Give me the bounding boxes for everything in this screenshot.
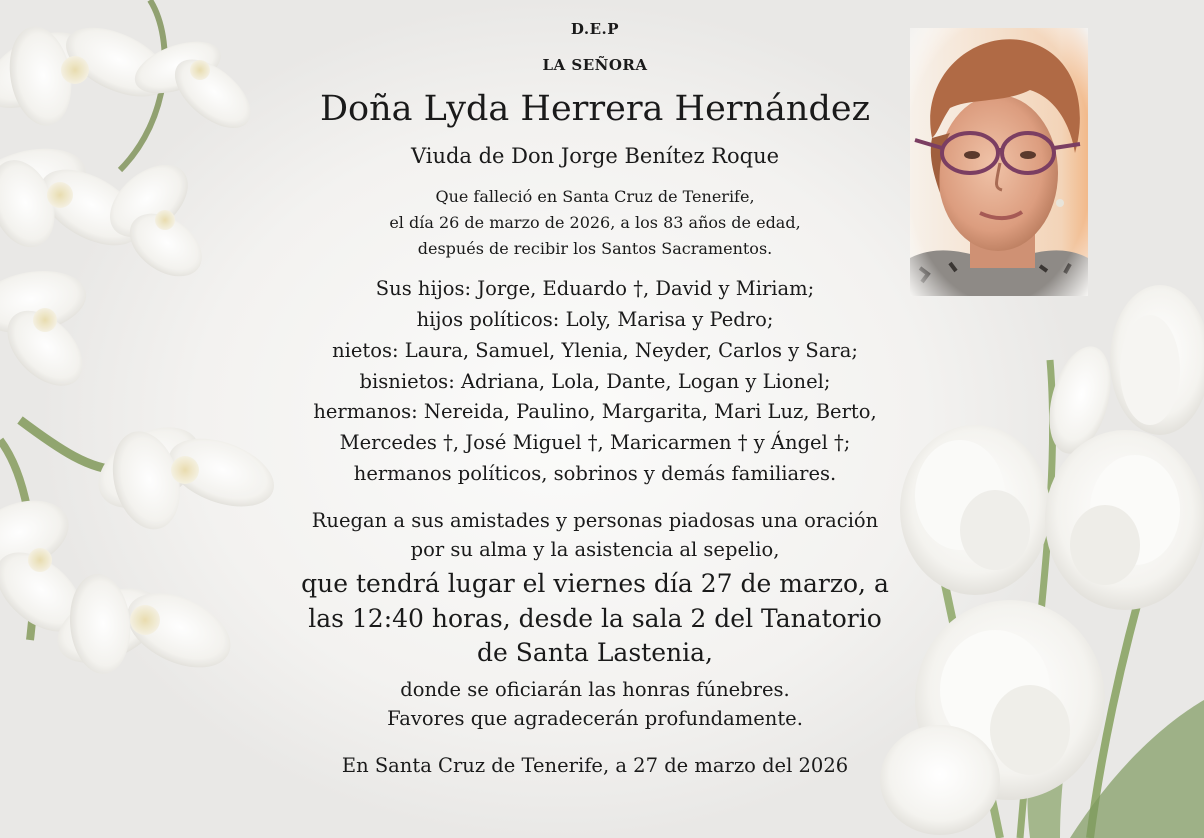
place-date-footer: En Santa Cruz de Tenerife, a 27 de marzo del 2026 <box>341 754 849 778</box>
title-label: LA SEÑORA <box>542 56 648 74</box>
funeral-line: las 12:40 horas, desde la sala 2 del Tanatorio <box>308 603 882 633</box>
request-text <box>300 506 890 565</box>
obituary-text <box>300 18 890 777</box>
family-line: bisnietos: Adriana, Lola, Dante, Logan y Lionel; <box>359 369 831 393</box>
closing-text <box>300 675 890 735</box>
death-info-line: después de recibir los Santos Sacramentos. <box>417 239 773 259</box>
family-line: hermanos: Nereida, Paulino, Margarita, Mari Luz, Berto, <box>313 400 877 424</box>
portrait-photo <box>910 28 1088 296</box>
death-info <box>300 184 890 262</box>
portrait-image <box>910 28 1088 296</box>
widow-line: Viuda de Don Jorge Benítez Roque <box>410 144 780 168</box>
dep-label: D.E.P <box>570 20 620 38</box>
left-flowers <box>0 0 283 683</box>
request-line: por su alma y la asistencia al sepelio, <box>410 538 780 562</box>
family-line: hijos políticos: Loly, Marisa y Pedro; <box>416 308 774 332</box>
family-line: nietos: Laura, Samuel, Ylenia, Neyder, Carlos y Sara; <box>332 338 858 362</box>
closing-line: donde se oficiarán las honras fúnebres. <box>400 677 790 701</box>
death-info-line: el día 26 de marzo de 2026, a los 83 años de edad, <box>389 213 801 233</box>
death-info-line: Que falleció en Santa Cruz de Tenerife, <box>435 187 755 206</box>
right-flowers <box>880 285 1204 838</box>
funeral-details <box>300 567 890 671</box>
deceased-name: Doña Lyda Herrera Hernández <box>319 89 871 129</box>
family-line: Sus hijos: Jorge, Eduardo †, David y Miriam; <box>375 277 815 301</box>
family-line: Mercedes †, José Miguel †, Maricarmen † y Ángel †; <box>339 431 851 455</box>
funeral-line: que tendrá lugar el viernes día 27 de marzo, a <box>301 569 889 599</box>
funeral-line: de Santa Lastenia, <box>477 638 713 668</box>
family-list <box>300 274 890 490</box>
closing-line: Favores que agradecerán profundamente. <box>387 707 803 731</box>
family-line: hermanos políticos, sobrinos y demás familiares. <box>353 462 837 486</box>
request-line: Ruegan a sus amistades y personas piadosas una oración <box>311 508 879 532</box>
